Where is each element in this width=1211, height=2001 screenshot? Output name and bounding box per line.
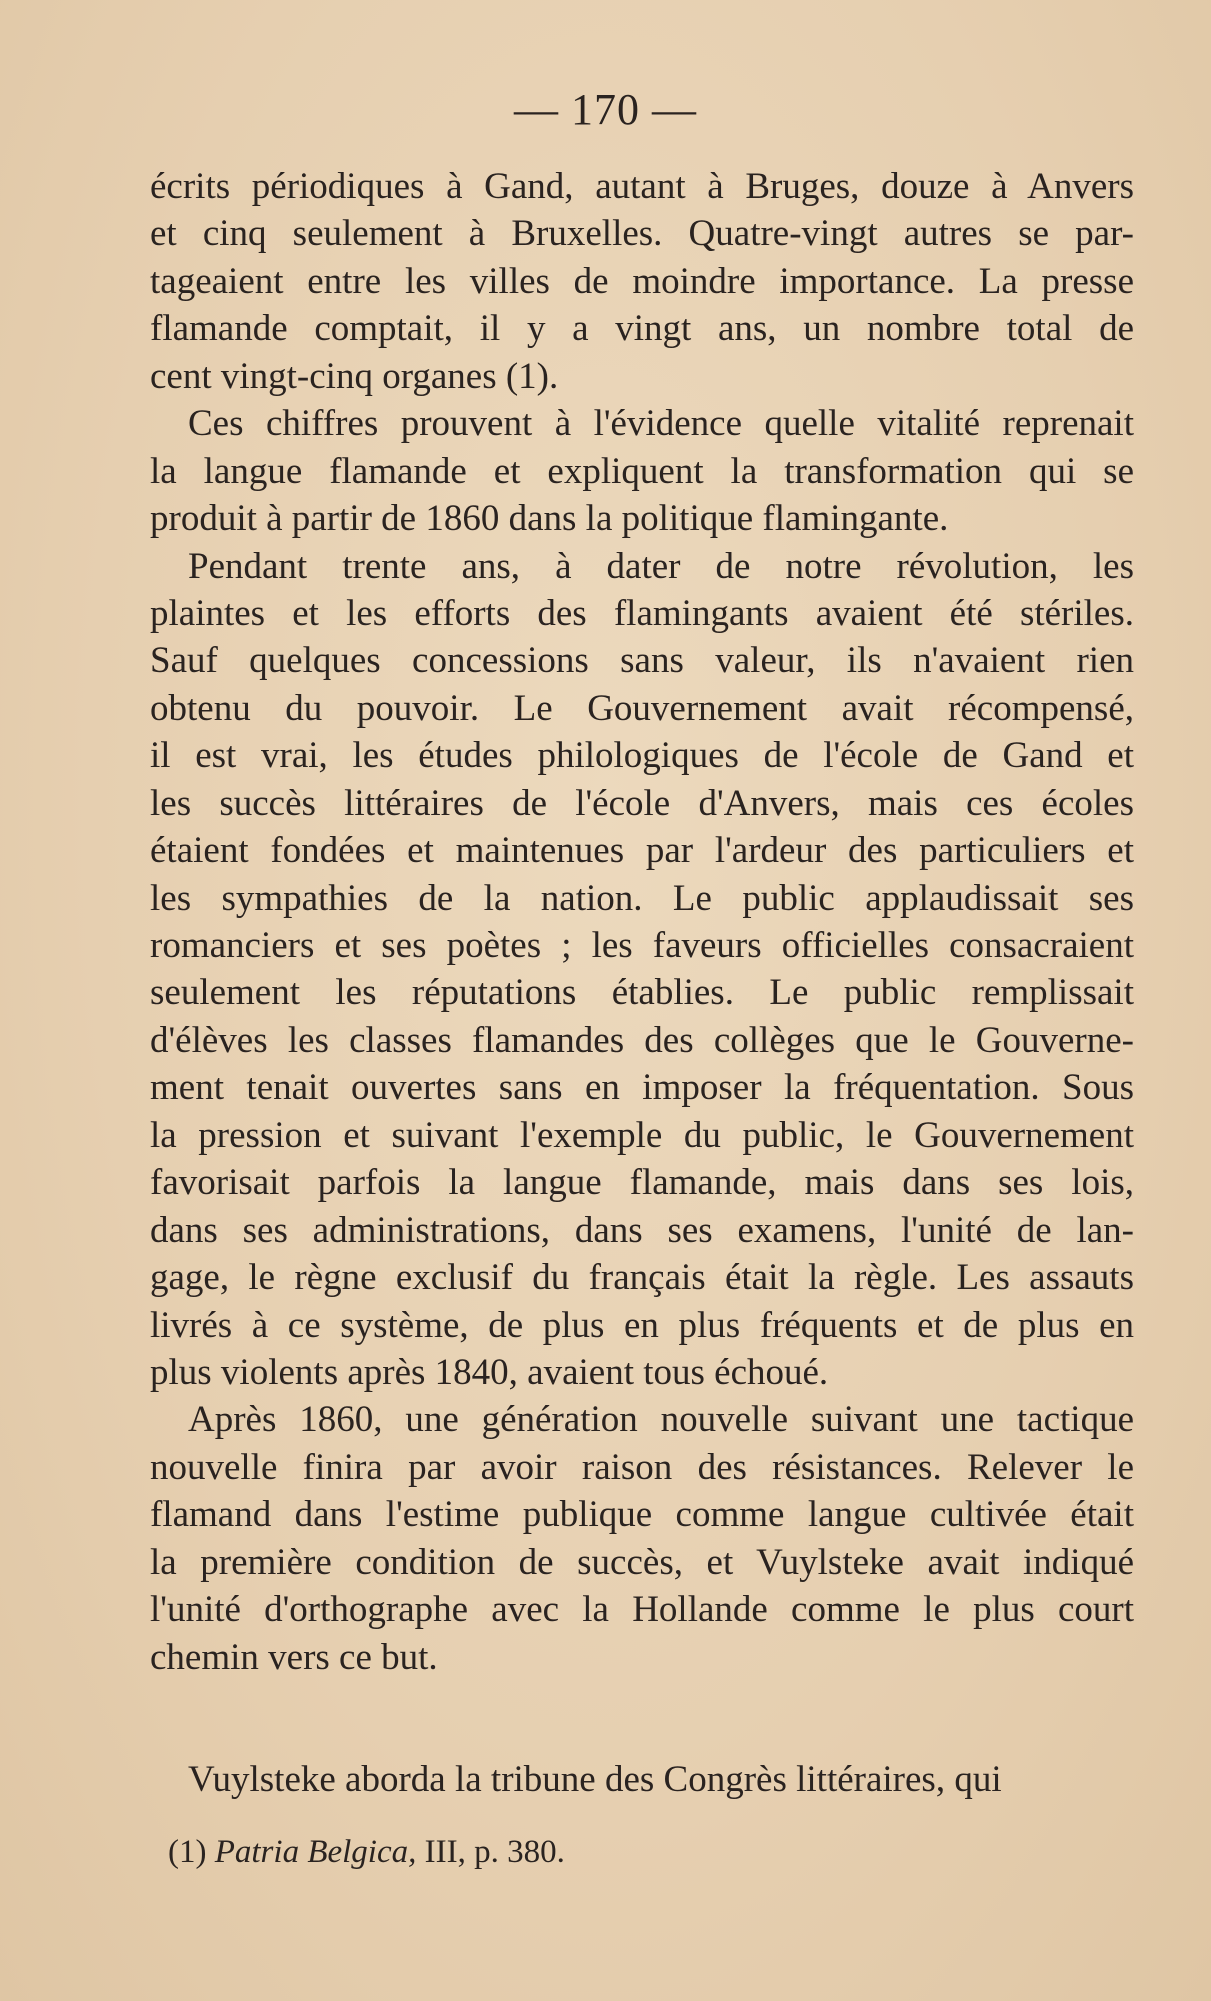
text-line: livrés à ce système, de plus en plus fréquents et de plus en [150, 1304, 1134, 1346]
text-line: cent vingt-cinq organes (1). [150, 355, 559, 397]
text-line: la pression et suivant l'exemple du public, le Gouvernement [150, 1114, 1134, 1156]
text-line: d'élèves les classes flamandes des collèges que le Gouverne- [150, 1019, 1134, 1061]
text-line: flamand dans l'estime publique comme langue cultivée était [150, 1494, 1134, 1536]
text-line: il est vrai, les études philologiques de l'école de Gand et [150, 735, 1134, 777]
text-line: Ces chiffres prouvent à l'évidence quelle vitalité reprenait [188, 403, 1134, 445]
text-line: favorisait parfois la langue flamande, mais dans ses lois, [150, 1162, 1134, 1204]
text-line: tageaient entre les villes de moindre importance. La presse [150, 260, 1134, 302]
text-line: seulement les réputations établies. Le public remplissait [150, 972, 1134, 1014]
text-line: ment tenait ouvertes sans en imposer la fréquentation. Sous [150, 1067, 1134, 1109]
paragraph [150, 163, 1134, 400]
footnote-reference: III, p. 380. [424, 1834, 565, 1870]
paragraph [150, 1756, 1134, 1803]
page-number: — 170 — [514, 85, 697, 134]
text-line: étaient fondées et maintenues par l'ardeur des particuliers et [150, 830, 1134, 872]
text-line: les sympathies de la nation. Le public applaudissait ses [150, 877, 1134, 919]
paragraph [150, 400, 1134, 542]
footnote-marker: (1) [168, 1834, 207, 1870]
text-line: plus violents après 1840, avaient tous échoué. [150, 1351, 829, 1393]
text-line: dans ses administrations, dans ses examens, l'unité de lan- [150, 1209, 1134, 1251]
text-line: écrits périodiques à Gand, autant à Bruges, douze à Anvers [150, 166, 1134, 207]
text-line: Pendant trente ans, à dater de notre révolution, les [188, 545, 1134, 587]
text-line: la première condition de succès, et Vuylsteke avait indiqué [150, 1541, 1134, 1583]
text-line: chemin vers ce but. [150, 1636, 438, 1678]
text-line: gage, le règne exclusif du français était la règle. Les assauts [150, 1257, 1134, 1299]
text-line: Après 1860, une génération nouvelle suivant une tactique [188, 1399, 1134, 1441]
text-line: Sauf quelques concessions sans valeur, ils n'avaient rien [150, 640, 1134, 682]
text-line: flamande comptait, il y a vingt ans, un nombre total de [150, 308, 1134, 350]
text-line: et cinq seulement à Bruxelles. Quatre-vingt autres se par- [150, 213, 1134, 255]
page-body [150, 163, 1134, 1803]
text-line: l'unité d'orthographe avec la Hollande comme le plus court [150, 1589, 1134, 1631]
text-line: plaintes et les efforts des flamingants avaient été stériles. [150, 592, 1134, 634]
paragraph-gap [150, 1681, 1134, 1756]
text-line: romanciers et ses poètes ; les faveurs officielles consacraient [150, 925, 1134, 966]
text-line: obtenu du pouvoir. Le Gouvernement avait récompensé, [150, 687, 1134, 729]
text-line: la langue flamande et expliquent la transformation qui se [150, 450, 1134, 492]
paragraph [150, 543, 1134, 1397]
text-line: produit à partir de 1860 dans la politique flamingante. [150, 498, 949, 540]
text-line: les succès littéraires de l'école d'Anvers, mais ces écoles [150, 782, 1134, 824]
paragraph [150, 1396, 1134, 1681]
text-line: Vuylsteke aborda la tribune des Congrès littéraires, qui [188, 1759, 1002, 1800]
text-line: nouvelle finira par avoir raison des résistances. Relever le [150, 1446, 1134, 1488]
footnote [168, 1830, 565, 1874]
footnote-title: Patria Belgica, [214, 1834, 417, 1870]
